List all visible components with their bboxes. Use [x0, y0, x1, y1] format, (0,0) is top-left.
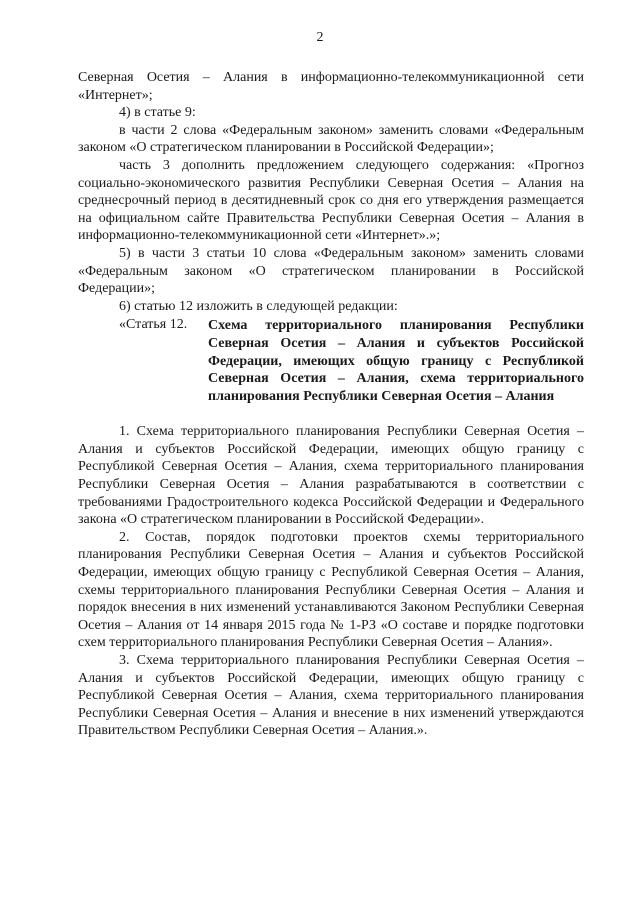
paragraph-article-9-part-3: часть 3 дополнить предложением следующего содержания: «Прогноз социально-экономического развития Республики Северная Осетия – Алания на среднесрочный период в десятидневный срок со дня его утверждения размещается на официальном сайте Правительства Республики Северная Осетия – Алания в информационно-телекоммуникационной сети «Интернет».»; [78, 157, 584, 244]
paragraph-article-9-part-2: в части 2 слова «Федеральным законом» заменить словами «Федеральным законом «О стратегическом планировании в Российской Федерации»; [78, 122, 584, 156]
spacer [78, 405, 584, 423]
article-item-3: 3. Схема территориального планирования Республики Северная Осетия – Алания и субъектов Российской Федерации, имеющих общую границу с Республикой Северная Осетия – Алания, схема территориального планирования Республики Северная Осетия – Алания и внесение в них изменений утверждаются Правительством Республики Северная Осетия – Алания.». [78, 653, 584, 739]
article-title: Схема территориального планирования Республики Северная Осетия – Алания и субъектов Российской Федерации, имеющих общую границу с Республикой Северная Осетия – Алания, схема территориального планирования Республики Северная Осетия – Алания [208, 318, 584, 404]
paragraph-item-4: 4) в статье 9: [119, 105, 196, 121]
article-item-2: 2. Состав, порядок подготовки проектов схемы территориального планирования Республики Северная Осетия – Алания и субъектов Российской Федерации, имеющих общую границу с Республикой Северная Осетия – Алания, схемы территориального планирования Республики Северная Осетия – Алания и порядок внесения в них изменений устанавливаются Законом Республики Северная Осетия – Алания от 14 января 2015 года № 1-РЗ «О составе и порядке подготовки схем территориального планирования Республики Северная Осетия – Алания». [78, 529, 584, 651]
paragraph-continuation: Северная Осетия – Алания в информационно-телекоммуникационной сети «Интернет»; [78, 70, 584, 103]
article-heading [78, 317, 584, 405]
paragraph-item-6: 6) статью 12 изложить в следующей редакции: [119, 298, 398, 314]
paragraph-item-5: 5) в части 3 статьи 10 слова «Федеральным законом» заменить словами «Федеральным законом «О стратегическом планировании в Российской Федерации»; [78, 245, 584, 297]
page-number: 2 [316, 30, 324, 45]
document-body [78, 69, 584, 740]
article-item-1: 1. Схема территориального планирования Республики Северная Осетия – Алания и субъектов Российской Федерации, имеющих общую границу с Республикой Северная Осетия – Алания, схема территориального планирования Республики Северная Осетия – Алания разрабатываются в соответствии с требованиями Градостроительного кодекса Российской Федерации и Федерального закона «О стратегическом планировании в Российской Федерации». [78, 424, 584, 528]
article-label: «Статья 12. [119, 317, 188, 333]
